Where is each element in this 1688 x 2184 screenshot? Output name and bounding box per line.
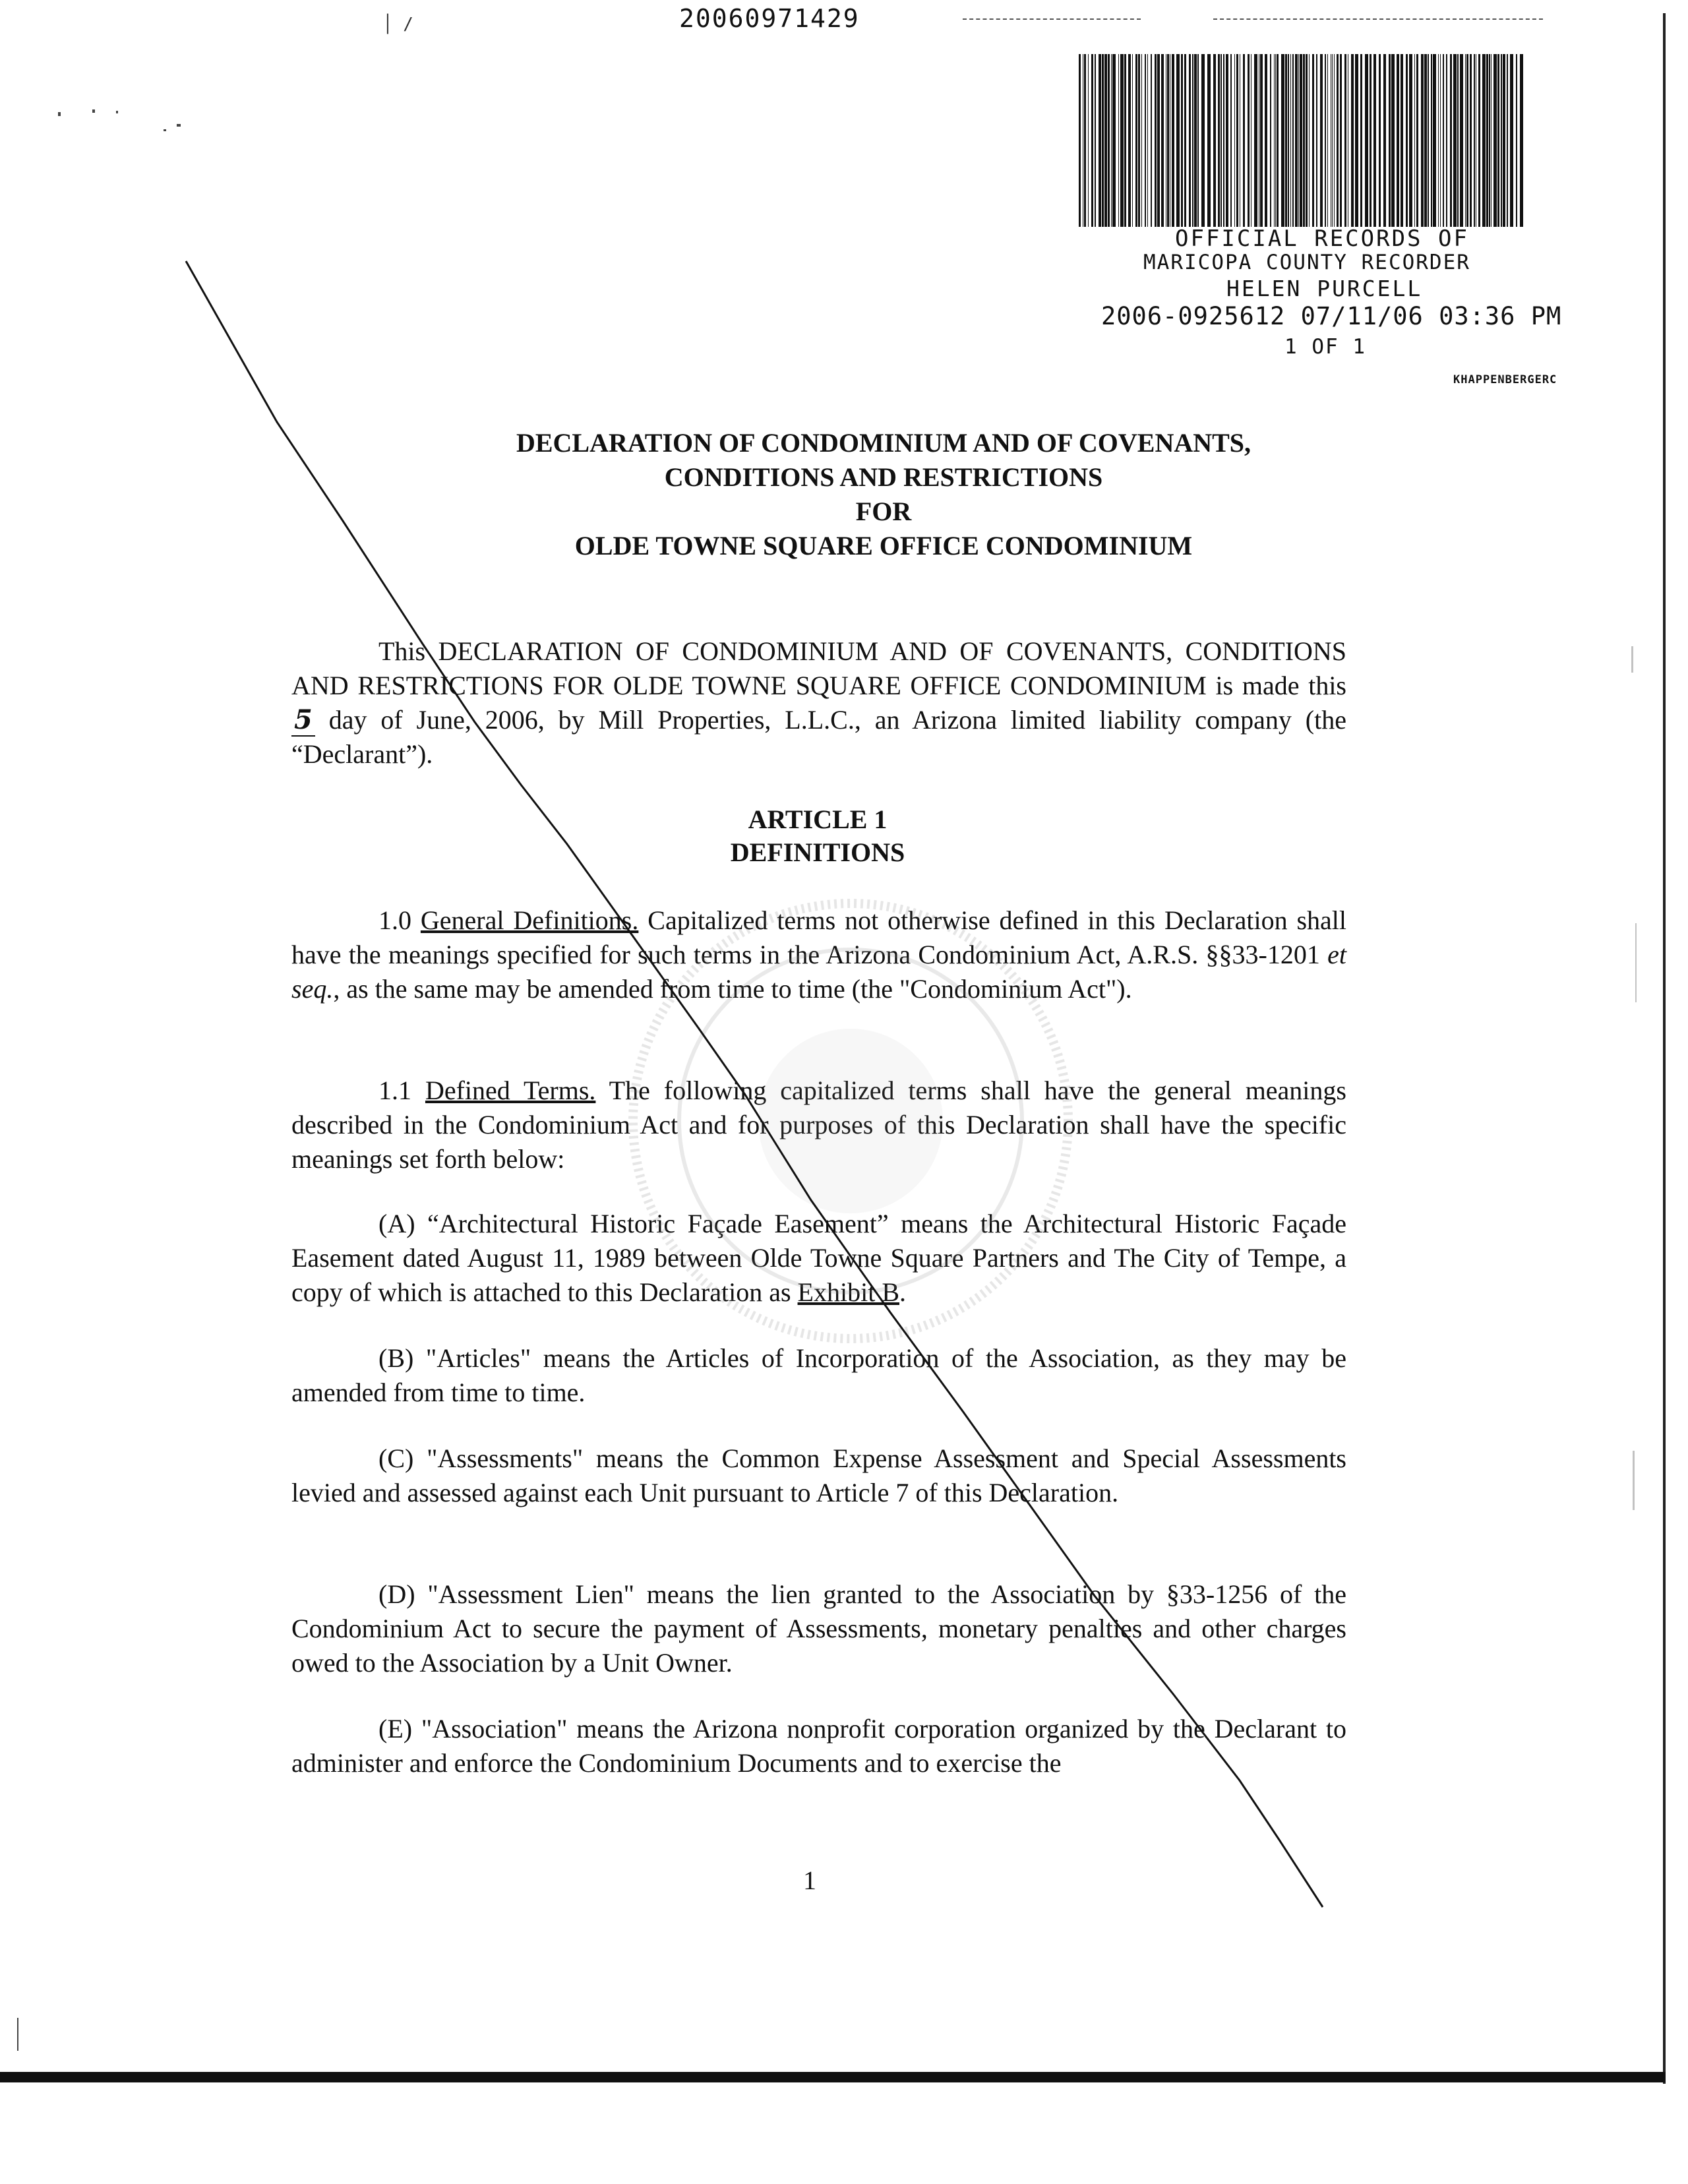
barcode-bar-9 [1108,54,1110,227]
barcode-bar-114 [1474,54,1475,227]
definition-a-text: (A) “Architectural Historic Façade Easement” means the Architectural Historic Façade Easement dated August 11, 1989 between Olde Towne Square Partners and The City of Tempe, a copy of which is attached to this Declaration as [291,1209,1346,1307]
barcode-bar-5 [1095,54,1096,227]
barcode-bar-62 [1290,54,1291,227]
recording-document-number: 20060971429 [679,4,860,33]
barcode-bar-51 [1254,54,1257,227]
document-title [290,426,1477,563]
barcode-bar-91 [1391,54,1395,227]
definition-a [291,1207,1346,1310]
barcode-bar-128 [1520,54,1523,227]
barcode-bar-122 [1497,54,1499,227]
barcode-bar-7 [1102,54,1104,227]
barcode-bar-24 [1157,54,1160,227]
bottom-scan-edge [0,2072,1666,2082]
barcode-bar-89 [1383,54,1386,227]
barcode-bar-83 [1355,54,1358,227]
barcode-bar-118 [1486,54,1488,227]
barcode-bar-78 [1337,54,1339,227]
left-margin-specks [17,109,181,2051]
barcode-bar-86 [1370,54,1372,227]
barcode-bar-96 [1414,54,1415,227]
barcode-bar-84 [1360,54,1362,227]
barcode-bar-71 [1316,54,1317,227]
barcode-bar-34 [1192,54,1193,227]
barcode-bar-21 [1147,54,1148,227]
barcode-bar-25 [1161,54,1164,227]
page-number: 1 [803,1866,816,1895]
margin-marks: │ / [382,15,413,34]
article-heading [290,803,1345,869]
barcode-bar-54 [1265,54,1267,227]
barcode-bar-66 [1300,54,1302,227]
barcode-bar-17 [1135,54,1137,227]
title-line-4: OLDE TOWNE SQUARE OFFICE CONDOMINIUM [574,531,1193,561]
barcode-bar-95 [1409,54,1412,227]
barcode-bar-6 [1099,54,1101,227]
barcode-bar-69 [1309,54,1310,227]
barcode-bar-56 [1274,54,1275,227]
definition-c-text: (C) "Assessments" means the Common Expense Assessment and Special Assessments levied and assessed against each Unit pursuant to Article 7 of this Declaration. [291,1443,1346,1507]
barcode-bar-55 [1270,54,1271,227]
barcode-bar-65 [1298,54,1299,227]
barcode-bar-15 [1128,54,1131,227]
definition-c [291,1441,1346,1510]
barcode-bar-104 [1440,54,1441,227]
barcode-bar-127 [1516,54,1517,227]
barcode-bar-93 [1401,54,1403,227]
barcode-bar-108 [1453,54,1457,227]
barcode-bar-99 [1424,54,1427,227]
barcode-bar-60 [1285,54,1287,227]
intro-text-end: day of June, 2006, by Mill Properties, L.L.C., an Arizona limited liability company (the “Declarant”). [291,705,1346,769]
barcode-bar-10 [1111,54,1112,227]
barcode-bar-41 [1221,54,1222,227]
section-1-0-italic: et seq. [291,940,1346,1004]
barcode-bar-49 [1248,54,1250,227]
definition-d [291,1577,1346,1680]
barcode-bar-16 [1132,54,1133,227]
section-1-1-number: 1.1 [378,1076,411,1105]
barcode-bar-43 [1226,54,1228,227]
barcode-bar-8 [1104,54,1107,227]
barcode-bar-85 [1365,54,1368,227]
barcode-bar-39 [1213,54,1216,227]
article-number: ARTICLE 1 [748,804,888,834]
dashed-rule-left [963,18,1141,20]
barcode-bar-33 [1189,54,1191,227]
stamp-county-recorder: MARICOPA COUNTY RECORDER [1143,251,1470,274]
barcode-bar-46 [1236,54,1238,227]
definition-a-end: . [899,1277,906,1307]
barcode-bar-79 [1340,54,1342,227]
barcode-bar-45 [1234,54,1235,227]
stamp-recording-number: 2006-0925612 07/11/06 03:36 PM [1101,302,1562,330]
barcode-bar-53 [1260,54,1263,227]
section-1-1 [291,1074,1346,1176]
barcode-bar-109 [1457,54,1459,227]
section-1-1-title: Defined Terms. [425,1076,596,1105]
barcode-bar-73 [1325,54,1326,227]
barcode-bar-32 [1184,54,1186,227]
barcode-bar-18 [1138,54,1140,227]
barcode-bar-48 [1243,54,1245,227]
barcode-bar-37 [1201,54,1205,227]
barcode-bar-35 [1194,54,1197,227]
barcode-bar-70 [1312,54,1314,227]
barcode-bar-90 [1389,54,1391,227]
barcode-bar-42 [1223,54,1224,227]
barcode-bar-126 [1510,54,1513,227]
barcode [1076,54,1528,227]
barcode-bar-29 [1172,54,1174,227]
barcode-bar-31 [1181,54,1183,227]
barcode-bar-64 [1295,54,1298,227]
intro-text-start: This DECLARATION OF CONDOMINIUM AND OF COVENANTS, CONDITIONS AND RESTRICTIONS FOR OLDE TOWNE SQUARE OFFICE CONDOMINIUM is made this [291,636,1346,700]
stamp-page-count: 1 OF 1 [1284,335,1366,359]
barcode-bar-106 [1446,54,1447,227]
definition-b-text: (B) "Articles" means the Articles of Incorporation of the Association, as they may be amended from time to time. [291,1343,1346,1407]
right-edge-noise [1631,646,1637,1510]
barcode-bar-13 [1120,54,1124,227]
section-1-0-text-a: Capitalized terms not otherwise defined in this Declaration shall have the meanings specified for such terms in the Arizona Condominium Act, A.R.S. §§33-1201 [291,905,1347,969]
barcode-bar-61 [1288,54,1289,227]
barcode-bar-23 [1155,54,1157,227]
barcode-bar-14 [1124,54,1126,227]
article-title: DEFINITIONS [730,837,905,867]
barcode-bar-68 [1306,54,1308,227]
barcode-bar-11 [1112,54,1116,227]
section-1-0-number: 1.0 [378,905,411,935]
stamp-official-records: OFFICIAL RECORDS OF [1175,226,1469,252]
barcode-bar-0 [1079,54,1081,227]
definition-d-text: (D) "Assessment Lien" means the lien granted to the Association by §33-1256 of the Condominium Act to secure the payment of Assessments, monetary penalties and other charges owed to the Association by a Unit Owner. [291,1579,1346,1678]
barcode-bar-20 [1145,54,1146,227]
barcode-bar-19 [1141,54,1142,227]
barcode-bar-107 [1450,54,1452,227]
barcode-bar-74 [1327,54,1328,227]
definition-e-text: (E) "Association" means the Arizona nonprofit corporation organized by the Declarant to administer and enforce the Condominium Documents and to exercise the [291,1714,1346,1778]
intro-paragraph [291,634,1346,772]
barcode-bar-36 [1197,54,1199,227]
barcode-bar-72 [1320,54,1323,227]
barcode-bar-120 [1491,54,1492,227]
right-page-edge [1663,13,1666,2084]
title-line-2: CONDITIONS AND RESTRICTIONS [664,462,1103,492]
barcode-bar-117 [1482,54,1486,227]
barcode-bar-59 [1281,54,1284,227]
barcode-bar-12 [1118,54,1119,227]
definition-e [291,1712,1346,1780]
barcode-bar-76 [1332,54,1333,227]
barcode-bar-94 [1406,54,1408,227]
barcode-bar-67 [1303,54,1305,227]
barcode-bar-111 [1465,54,1466,227]
barcode-bar-57 [1275,54,1276,227]
barcode-bar-87 [1373,54,1376,227]
barcode-bar-103 [1438,54,1439,227]
barcode-bar-116 [1478,54,1480,227]
exhibit-b-reference: Exhibit B [797,1277,899,1307]
barcode-bar-123 [1501,54,1502,227]
section-1-0-title: General Definitions. [420,905,639,935]
section-1-0-text-b: , as the same may be amended from time to time (the "Condominium Act"). [333,974,1132,1004]
barcode-bar-112 [1466,54,1468,227]
stamp-clerk-id: KHAPPENBERGERC [1453,373,1557,386]
barcode-bar-63 [1292,54,1294,227]
barcode-bar-97 [1416,54,1418,227]
barcode-bar-124 [1503,54,1505,227]
section-1-1-text: The following capitalized terms shall have the general meanings described in the Condominium Act and for purposes of this Declaration shall have the specific meanings set forth below: [291,1076,1346,1174]
barcode-bar-2 [1084,54,1086,227]
barcode-bar-30 [1176,54,1180,227]
barcode-bar-113 [1470,54,1472,227]
dashed-rule-right [1213,18,1543,20]
barcode-bar-125 [1507,54,1508,227]
barcode-bar-27 [1167,54,1169,227]
barcode-bar-101 [1431,54,1432,227]
barcode-bar-40 [1218,54,1220,227]
barcode-bar-119 [1489,54,1490,227]
barcode-bar-110 [1460,54,1463,227]
barcode-bar-3 [1088,54,1089,227]
barcode-bar-77 [1334,54,1335,227]
barcode-bar-121 [1493,54,1497,227]
barcode-bar-92 [1397,54,1399,227]
barcode-bar-105 [1443,54,1444,227]
barcode-bar-22 [1151,54,1152,227]
stamp-recorder-name: HELEN PURCELL [1226,276,1423,301]
barcode-bar-98 [1421,54,1424,227]
barcode-bar-80 [1344,54,1346,227]
barcode-bar-38 [1207,54,1211,227]
barcode-bar-4 [1091,54,1093,227]
definition-b [291,1341,1346,1410]
section-1-0 [291,903,1346,1006]
title-line-1: DECLARATION OF CONDOMINIUM AND OF COVENANTS, [516,428,1251,458]
title-line-3: FOR [855,497,912,526]
barcode-bar-88 [1379,54,1381,227]
handwritten-day: 5 [291,704,315,737]
barcode-bar-58 [1277,54,1279,227]
barcode-bar-102 [1433,54,1436,227]
barcode-bar-82 [1351,54,1354,227]
barcode-bar-44 [1230,54,1232,227]
barcode-bar-100 [1428,54,1429,227]
